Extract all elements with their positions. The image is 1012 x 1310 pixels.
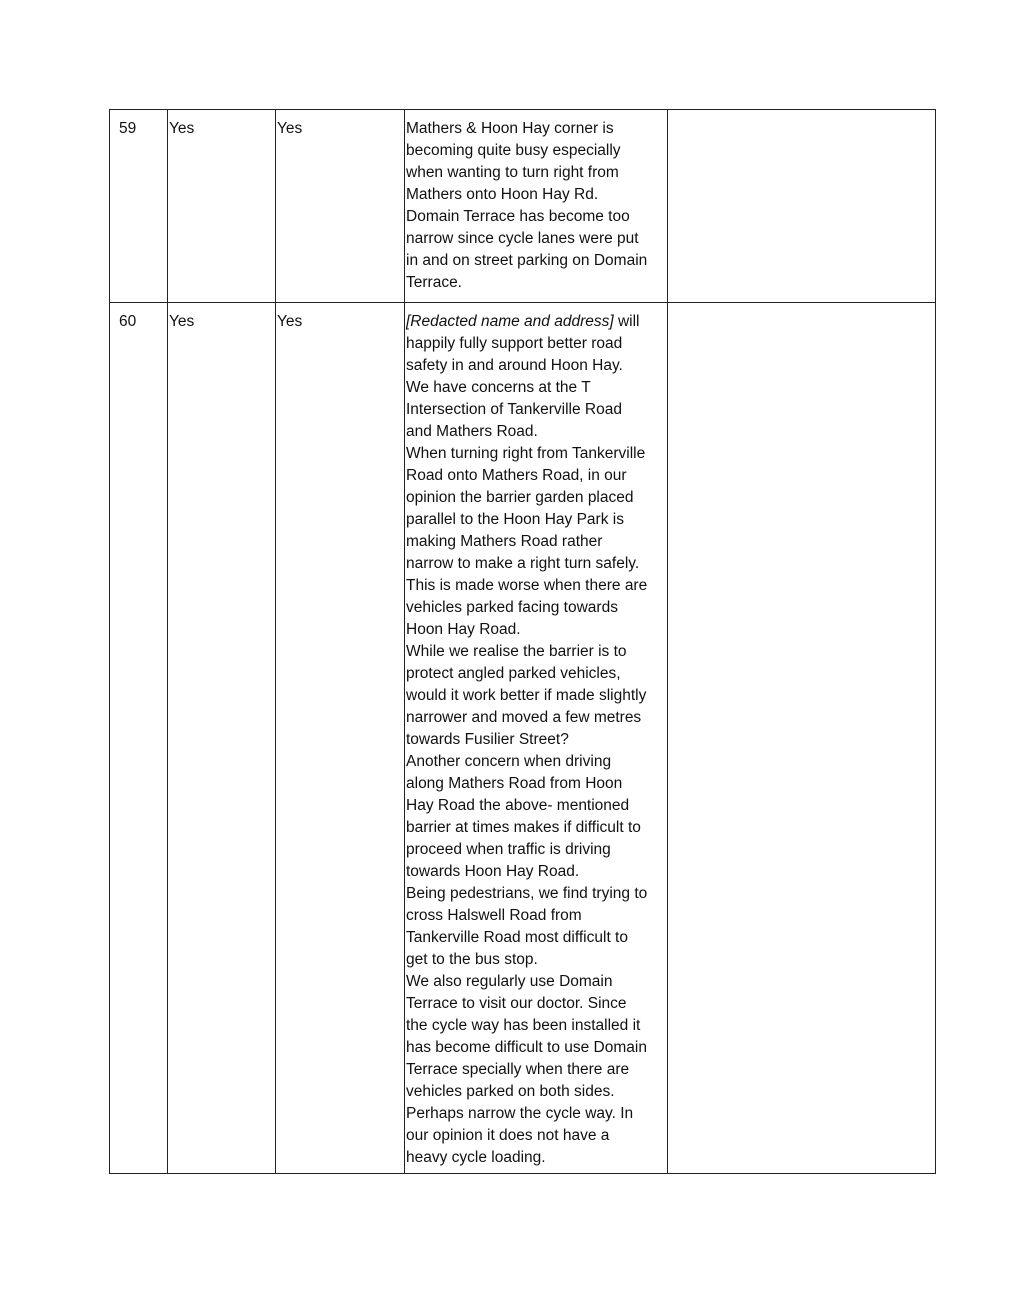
comment-cell bbox=[405, 303, 668, 1174]
answer-1: Yes bbox=[169, 120, 195, 137]
comment-line: Road onto Mathers Road, in our bbox=[406, 467, 627, 484]
comment-line: barrier at times makes if difficult to bbox=[406, 819, 641, 836]
comment-line: Domain Terrace has become too bbox=[406, 208, 630, 225]
comment-line: Being pedestrians, we find trying to bbox=[406, 885, 648, 902]
comment-line: vehicles parked facing towards bbox=[406, 599, 618, 616]
submission-id: 60 bbox=[119, 313, 137, 330]
comment-line: when wanting to turn right from bbox=[406, 164, 619, 181]
comment-line: Terrace to visit our doctor. Since bbox=[406, 995, 627, 1012]
comment-line: Tankerville Road most difficult to bbox=[406, 929, 628, 946]
comment-line: happily fully support better road bbox=[406, 335, 623, 352]
comment-line: towards Fusilier Street? bbox=[406, 731, 569, 748]
comment-line: narrow to make a right turn safely. bbox=[406, 555, 640, 572]
comment-line bbox=[405, 311, 667, 333]
answer-2: Yes bbox=[277, 120, 303, 137]
comment-line: towards Hoon Hay Road. bbox=[406, 863, 580, 880]
comment-line: This is made worse when there are bbox=[406, 577, 648, 594]
comment-line: the cycle way has been installed it bbox=[406, 1017, 641, 1034]
redacted-text: [Redacted name and address] bbox=[406, 313, 614, 330]
answer-2-cell bbox=[276, 303, 405, 1174]
comment-line: parallel to the Hoon Hay Park is bbox=[406, 511, 624, 528]
comment-line: We have concerns at the T bbox=[406, 379, 591, 396]
comment-line: Terrace specially when there are bbox=[406, 1061, 630, 1078]
extra-cell bbox=[668, 110, 936, 303]
comment-line: along Mathers Road from Hoon bbox=[406, 775, 623, 792]
table-row bbox=[110, 110, 936, 303]
comment-line: becoming quite busy especially bbox=[406, 142, 621, 159]
comment-line: would it work better if made slightly bbox=[406, 687, 647, 704]
comment-line: safety in and around Hoon Hay. bbox=[406, 357, 623, 374]
comment-line: Perhaps narrow the cycle way. In bbox=[406, 1105, 634, 1122]
answer-2: Yes bbox=[277, 313, 303, 330]
comment-line: Mathers onto Hoon Hay Rd. bbox=[406, 186, 599, 203]
answer-1-cell bbox=[168, 303, 276, 1174]
submission-id-cell bbox=[110, 110, 168, 303]
extra-cell bbox=[668, 303, 936, 1174]
comment-line: Hoon Hay Road. bbox=[406, 621, 521, 638]
comment-line: our opinion it does not have a bbox=[406, 1127, 610, 1144]
answer-1-cell bbox=[168, 110, 276, 303]
comment-line: Intersection of Tankerville Road bbox=[406, 401, 622, 418]
comment-line: proceed when traffic is driving bbox=[406, 841, 611, 858]
comment-line: get to the bus stop. bbox=[406, 951, 538, 968]
comment-line: When turning right from Tankerville bbox=[406, 445, 646, 462]
comment-line: making Mathers Road rather bbox=[406, 533, 603, 550]
table-row bbox=[110, 303, 936, 1174]
comment-line: Mathers & Hoon Hay corner is bbox=[406, 120, 614, 137]
comment-line: Another concern when driving bbox=[406, 753, 612, 770]
answer-2-cell bbox=[276, 110, 405, 303]
comment-line: cross Halswell Road from bbox=[406, 907, 582, 924]
comment-cell bbox=[405, 110, 668, 303]
answer-1: Yes bbox=[169, 313, 195, 330]
comment-line: While we realise the barrier is to bbox=[406, 643, 627, 660]
comment-line: opinion the barrier garden placed bbox=[406, 489, 634, 506]
submissions-table bbox=[109, 109, 936, 1174]
comment-line: protect angled parked vehicles, bbox=[406, 665, 621, 682]
comment-line: We also regularly use Domain bbox=[406, 973, 613, 990]
comment-line: heavy cycle loading. bbox=[406, 1149, 546, 1166]
comment-line: vehicles parked on both sides. bbox=[406, 1083, 615, 1100]
comment-line: Hay Road the above- mentioned bbox=[406, 797, 630, 814]
comment-line: Terrace. bbox=[406, 274, 462, 291]
comment-line: in and on street parking on Domain bbox=[406, 252, 648, 269]
comment-line: narrow since cycle lanes were put bbox=[406, 230, 639, 247]
comment-line: narrower and moved a few metres bbox=[406, 709, 642, 726]
submission-id: 59 bbox=[119, 120, 137, 137]
comment-line-rest: will bbox=[613, 313, 640, 330]
comment-line: and Mathers Road. bbox=[406, 423, 538, 440]
submission-id-cell bbox=[110, 303, 168, 1174]
comment-line: has become difficult to use Domain bbox=[406, 1039, 647, 1056]
